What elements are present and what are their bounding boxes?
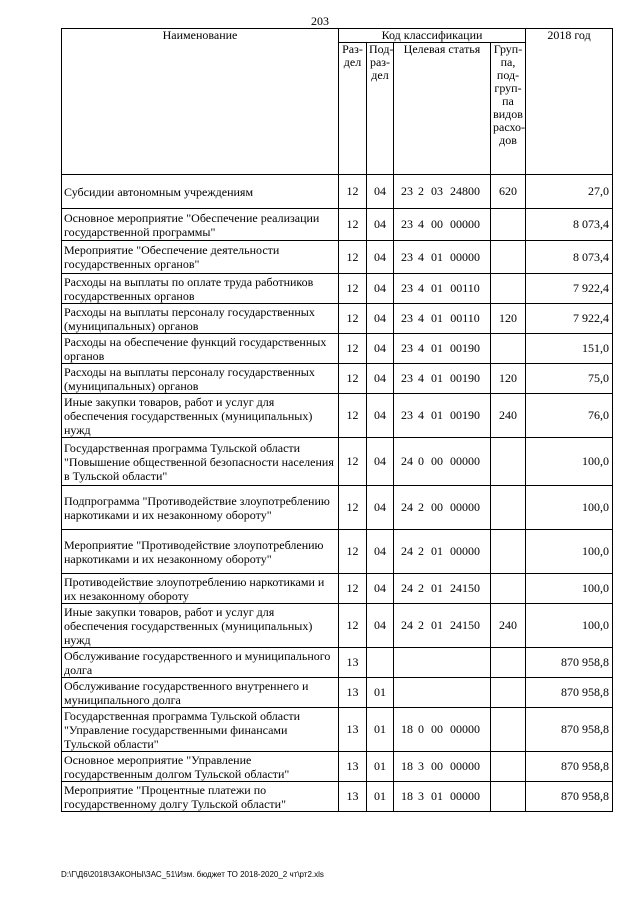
table-row xyxy=(62,438,613,486)
header-name: Наименование xyxy=(62,29,339,175)
row-amount: 100,0 xyxy=(526,438,613,486)
row-name: Основное мероприятие "Обеспечение реализации государственной программы" xyxy=(62,209,339,241)
row-razdel: 12 xyxy=(339,241,367,274)
row-amount: 151,0 xyxy=(526,334,613,364)
row-name: Государственная программа Тульской области "Управление государственными финансами Тульской области" xyxy=(62,708,339,752)
row-expense-group: 120 xyxy=(491,364,526,394)
row-target xyxy=(394,604,491,648)
row-name: Иные закупки товаров, работ и услуг для обеспечения государственных (муниципальных) нужд xyxy=(62,394,339,438)
target-direction: 00000 xyxy=(450,544,480,558)
row-razdel: 13 xyxy=(339,708,367,752)
target-direction: 00110 xyxy=(450,311,480,325)
row-name: Иные закупки товаров, работ и услуг для обеспечения государственных (муниципальных) нужд xyxy=(62,604,339,648)
row-amount: 100,0 xyxy=(526,530,613,574)
row-expense-group xyxy=(491,648,526,678)
row-amount: 76,0 xyxy=(526,394,613,438)
page-number: 203 xyxy=(311,14,329,28)
row-name: Мероприятие "Обеспечение деятельности государственных органов" xyxy=(62,241,339,274)
row-podrazdel: 04 xyxy=(367,304,394,334)
target-program: 24 xyxy=(401,454,413,468)
row-razdel: 12 xyxy=(339,394,367,438)
target-direction: 00000 xyxy=(450,217,480,231)
table-row xyxy=(62,241,613,274)
row-target xyxy=(394,364,491,394)
table-row xyxy=(62,334,613,364)
target-subprogram: 4 xyxy=(418,341,424,355)
row-target xyxy=(394,752,491,782)
row-amount: 100,0 xyxy=(526,604,613,648)
row-name: Расходы на выплаты персоналу государственных (муниципальных) органов xyxy=(62,304,339,334)
row-amount: 8 073,4 xyxy=(526,241,613,274)
row-amount: 7 922,4 xyxy=(526,274,613,304)
target-direction: 00190 xyxy=(450,371,480,385)
row-expense-group xyxy=(491,486,526,530)
target-program: 23 xyxy=(401,408,413,422)
row-expense-group xyxy=(491,708,526,752)
row-podrazdel: 04 xyxy=(367,604,394,648)
target-program: 18 xyxy=(401,722,413,736)
target-program: 24 xyxy=(401,544,413,558)
target-subprogram: 4 xyxy=(418,408,424,422)
row-amount: 100,0 xyxy=(526,486,613,530)
target-direction: 00110 xyxy=(450,281,480,295)
table-row xyxy=(62,708,613,752)
row-amount: 870 958,8 xyxy=(526,782,613,812)
target-subprogram: 4 xyxy=(418,217,424,231)
target-event: 01 xyxy=(431,311,443,325)
row-amount: 870 958,8 xyxy=(526,678,613,708)
row-podrazdel: 04 xyxy=(367,438,394,486)
row-expense-group: 620 xyxy=(491,175,526,209)
target-program: 23 xyxy=(401,311,413,325)
row-target xyxy=(394,334,491,364)
row-name: Мероприятие "Противодействие злоупотреблению наркотиками и их незаконному обороту" xyxy=(62,530,339,574)
row-podrazdel: 04 xyxy=(367,364,394,394)
target-event: 03 xyxy=(431,184,443,198)
row-amount: 870 958,8 xyxy=(526,648,613,678)
target-direction: 00000 xyxy=(450,249,480,264)
row-name: Обслуживание государственного внутреннего и муниципального долга xyxy=(62,678,339,708)
row-target xyxy=(394,708,491,752)
row-podrazdel: 04 xyxy=(367,486,394,530)
row-target xyxy=(394,782,491,812)
row-razdel: 12 xyxy=(339,274,367,304)
table-row xyxy=(62,364,613,394)
table-row xyxy=(62,574,613,604)
header-razdel: Раз- дел xyxy=(339,43,367,175)
row-podrazdel: 04 xyxy=(367,274,394,304)
row-expense-group xyxy=(491,241,526,274)
row-expense-group xyxy=(491,334,526,364)
row-amount: 27,0 xyxy=(526,175,613,209)
target-subprogram: 4 xyxy=(418,371,424,385)
row-expense-group xyxy=(491,752,526,782)
target-event: 01 xyxy=(431,618,443,632)
target-program: 24 xyxy=(401,581,413,595)
target-program: 24 xyxy=(401,618,413,632)
row-podrazdel: 04 xyxy=(367,334,394,364)
row-expense-group xyxy=(491,782,526,812)
row-target xyxy=(394,304,491,334)
row-razdel: 12 xyxy=(339,604,367,648)
target-subprogram: 2 xyxy=(418,618,424,632)
row-razdel: 12 xyxy=(339,304,367,334)
target-subprogram: 2 xyxy=(418,184,424,198)
target-event: 00 xyxy=(431,722,443,736)
header-target: Целевая статья xyxy=(394,43,491,175)
row-podrazdel: 01 xyxy=(367,752,394,782)
target-direction: 24150 xyxy=(450,581,480,595)
row-amount: 75,0 xyxy=(526,364,613,394)
table-row xyxy=(62,209,613,241)
target-subprogram: 3 xyxy=(418,789,424,803)
table-row xyxy=(62,648,613,678)
row-amount: 870 958,8 xyxy=(526,752,613,782)
target-program: 23 xyxy=(401,184,413,198)
row-podrazdel: 04 xyxy=(367,209,394,241)
row-target xyxy=(394,274,491,304)
row-podrazdel: 04 xyxy=(367,175,394,209)
row-name: Расходы на обеспечение функций государственных органов xyxy=(62,334,339,364)
target-direction: 24800 xyxy=(450,184,480,198)
table-row xyxy=(62,530,613,574)
table-row xyxy=(62,604,613,648)
row-podrazdel: 01 xyxy=(367,782,394,812)
target-program: 18 xyxy=(401,759,413,773)
target-direction: 00000 xyxy=(450,500,480,514)
row-target xyxy=(394,678,491,708)
target-event: 01 xyxy=(431,281,443,295)
target-direction: 00000 xyxy=(450,454,480,468)
row-name: Основное мероприятие "Управление государственным долгом Тульской области" xyxy=(62,752,339,782)
target-event: 01 xyxy=(431,789,443,803)
target-program: 23 xyxy=(401,217,413,231)
target-direction: 00190 xyxy=(450,341,480,355)
target-direction: 00190 xyxy=(450,408,480,422)
row-name: Противодействие злоупотреблению наркотиками и их незаконному обороту xyxy=(62,574,339,604)
target-program: 24 xyxy=(401,500,413,514)
row-razdel: 13 xyxy=(339,678,367,708)
target-direction: 24150 xyxy=(450,618,480,632)
row-amount: 100,0 xyxy=(526,574,613,604)
row-podrazdel xyxy=(367,648,394,678)
row-razdel: 12 xyxy=(339,486,367,530)
target-event: 01 xyxy=(431,371,443,385)
target-subprogram: 4 xyxy=(418,311,424,325)
row-name: Подпрограмма "Противодействие злоупотреблению наркотиками и их незаконному обороту" xyxy=(62,486,339,530)
row-target xyxy=(394,486,491,530)
row-expense-group xyxy=(491,530,526,574)
row-expense-group xyxy=(491,438,526,486)
row-amount: 7 922,4 xyxy=(526,304,613,334)
row-expense-group xyxy=(491,678,526,708)
row-razdel: 12 xyxy=(339,364,367,394)
table-row xyxy=(62,274,613,304)
row-expense-group: 120 xyxy=(491,304,526,334)
row-name: Государственная программа Тульской области "Повышение общественной безопасности населения в Тульской области" xyxy=(62,438,339,486)
target-event: 00 xyxy=(431,759,443,773)
target-direction: 00000 xyxy=(450,789,480,803)
file-path-footer: D:\Г\Д6\2018\ЗАКОНЫ\ЗАС_51\Изм. бюджет ТО 2018-2020_2 чт\рт2.xls xyxy=(61,870,324,879)
target-subprogram: 0 xyxy=(418,454,424,468)
row-amount: 8 073,4 xyxy=(526,209,613,241)
row-target xyxy=(394,175,491,209)
target-program: 18 xyxy=(401,789,413,803)
table-row xyxy=(62,394,613,438)
row-name: Расходы на выплаты по оплате труда работников государственных органов xyxy=(62,274,339,304)
row-expense-group xyxy=(491,274,526,304)
row-expense-group: 240 xyxy=(491,604,526,648)
row-name: Мероприятие "Процентные платежи по государственному долгу Тульской области" xyxy=(62,782,339,812)
table-row xyxy=(62,486,613,530)
target-program: 23 xyxy=(401,281,413,295)
header-code: Код классификации xyxy=(339,29,526,43)
target-subprogram: 3 xyxy=(418,759,424,773)
target-program: 23 xyxy=(401,341,413,355)
row-razdel: 13 xyxy=(339,648,367,678)
table-row xyxy=(62,752,613,782)
row-name: Субсидии автономным учреждениям xyxy=(62,175,339,209)
row-expense-group xyxy=(491,209,526,241)
row-razdel: 12 xyxy=(339,334,367,364)
row-target xyxy=(394,648,491,678)
row-razdel: 12 xyxy=(339,438,367,486)
target-event: 00 xyxy=(431,500,443,514)
target-event: 01 xyxy=(431,341,443,355)
row-podrazdel: 04 xyxy=(367,574,394,604)
target-event: 01 xyxy=(431,249,443,264)
header-podrazdel: Под- раз- дел xyxy=(367,43,394,175)
target-program: 23 xyxy=(401,371,413,385)
target-event: 01 xyxy=(431,544,443,558)
row-razdel: 13 xyxy=(339,782,367,812)
row-target xyxy=(394,574,491,604)
row-podrazdel: 01 xyxy=(367,708,394,752)
target-subprogram: 4 xyxy=(418,281,424,295)
row-expense-group xyxy=(491,574,526,604)
header-year: 2018 год xyxy=(526,29,613,175)
table-row xyxy=(62,304,613,334)
row-razdel: 12 xyxy=(339,530,367,574)
row-podrazdel: 01 xyxy=(367,678,394,708)
target-event: 01 xyxy=(431,581,443,595)
row-razdel: 12 xyxy=(339,175,367,209)
row-target xyxy=(394,241,491,274)
row-expense-group: 240 xyxy=(491,394,526,438)
target-subprogram: 2 xyxy=(418,500,424,514)
row-podrazdel: 04 xyxy=(367,394,394,438)
header-group: Груп- па, под- груп- па видов расхо- дов xyxy=(491,43,526,175)
row-razdel: 12 xyxy=(339,574,367,604)
target-event: 01 xyxy=(431,408,443,422)
row-name: Расходы на выплаты персоналу государственных (муниципальных) органов xyxy=(62,364,339,394)
target-subprogram: 2 xyxy=(418,544,424,558)
budget-table xyxy=(61,28,613,812)
target-direction: 00000 xyxy=(450,759,480,773)
row-name: Обслуживание государственного и муниципального долга xyxy=(62,648,339,678)
row-target xyxy=(394,438,491,486)
row-target xyxy=(394,394,491,438)
target-program: 23 xyxy=(401,249,413,264)
target-event: 00 xyxy=(431,454,443,468)
row-target xyxy=(394,209,491,241)
target-event: 00 xyxy=(431,217,443,231)
row-podrazdel: 04 xyxy=(367,530,394,574)
row-amount: 870 958,8 xyxy=(526,708,613,752)
table-row xyxy=(62,678,613,708)
row-podrazdel: 04 xyxy=(367,241,394,274)
row-target xyxy=(394,530,491,574)
target-subprogram: 0 xyxy=(418,722,424,736)
target-subprogram: 4 xyxy=(418,249,424,264)
row-razdel: 12 xyxy=(339,209,367,241)
table-row xyxy=(62,782,613,812)
table-row xyxy=(62,175,613,209)
target-direction: 00000 xyxy=(450,722,480,736)
row-razdel: 13 xyxy=(339,752,367,782)
target-subprogram: 2 xyxy=(418,581,424,595)
